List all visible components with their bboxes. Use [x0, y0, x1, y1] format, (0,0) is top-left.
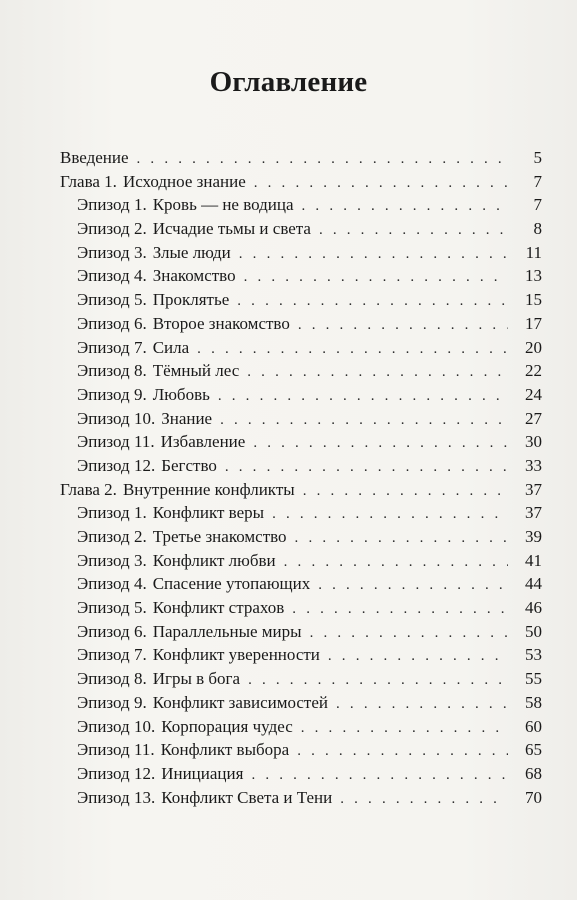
toc-entry-number: Эпизод 11. [77, 432, 155, 452]
dot-leader [137, 148, 508, 172]
dot-leader [218, 385, 508, 409]
toc-entry-number: Эпизод 1. [77, 195, 147, 215]
dot-leader [253, 432, 508, 456]
toc-entry-label [77, 525, 295, 549]
toc-entry-title: Конфликт зависимостей [152, 692, 329, 712]
dot-leader [254, 172, 508, 196]
toc-entry-page: 70 [525, 787, 542, 807]
toc-entry [60, 217, 542, 241]
toc-entry-page: 37 [525, 503, 542, 523]
toc-entry-number: Эпизод 2. [77, 527, 147, 546]
toc-entry-page: 8 [533, 219, 542, 239]
toc-entry-page: 30 [525, 432, 542, 452]
dot-leader [295, 527, 508, 551]
toc-entry-title: Сила [152, 337, 190, 357]
toc-entry-number: Глава 2. [60, 479, 117, 499]
toc-entry-title: Внутренние конфликты [122, 479, 295, 499]
toc-entry-label [77, 738, 297, 762]
toc-entry-title: Третье знакомство [152, 527, 287, 546]
toc-entry-page: 68 [525, 763, 542, 783]
toc-entry-page: 58 [525, 692, 542, 712]
toc-entry-page: 27 [525, 408, 542, 428]
toc-entry-number: Эпизод 9. [77, 692, 147, 712]
toc-entry-number: Эпизод 5. [77, 290, 147, 310]
toc-entry [60, 454, 542, 478]
toc-entry-page: 44 [525, 574, 542, 594]
dot-leader [301, 717, 508, 741]
toc-entry-label [60, 146, 137, 170]
toc-entry-page: 17 [525, 313, 542, 333]
toc-entry-label [77, 264, 244, 288]
dot-leader [340, 788, 508, 812]
dot-leader [239, 243, 508, 267]
page-title: Оглавление [209, 66, 368, 98]
toc-entry [60, 738, 542, 762]
toc-entry-label [77, 288, 237, 312]
toc-entry-title: Кровь — не водица [152, 195, 294, 215]
table-of-contents [60, 146, 542, 809]
dot-leader [247, 361, 508, 385]
toc-entry [60, 572, 542, 596]
toc-entry [60, 525, 542, 549]
toc-entry-number: Эпизод 3. [77, 550, 147, 570]
toc-entry-label [60, 478, 303, 502]
toc-entry-title: Конфликт любви [152, 550, 276, 570]
toc-entry-number: Глава 1. [60, 171, 117, 191]
toc-entry-title: Конфликт Света и Тени [161, 787, 333, 807]
toc-entry [60, 478, 542, 502]
toc-entry [60, 359, 542, 383]
dot-leader [251, 764, 508, 788]
toc-entry-label [60, 170, 254, 194]
dot-leader [284, 551, 508, 575]
toc-entry-page: 33 [525, 455, 542, 475]
toc-entry-number: Эпизод 11. [77, 740, 155, 760]
toc-entry [60, 549, 542, 573]
dot-leader [297, 740, 508, 764]
toc-entry-number: Эпизод 13. [77, 787, 156, 807]
toc-entry [60, 715, 542, 739]
toc-entry [60, 430, 542, 454]
toc-entry-label [77, 359, 247, 383]
toc-entry [60, 762, 542, 786]
toc-entry-title: Конфликт уверенности [152, 645, 320, 665]
toc-entry-page: 7 [533, 171, 542, 191]
toc-entry-title: Конфликт выбора [160, 740, 290, 760]
toc-entry-title: Исчадие тьмы и света [152, 219, 311, 239]
toc-entry-number: Эпизод 2. [77, 219, 147, 239]
toc-entry [60, 312, 542, 336]
toc-entry-label [77, 454, 225, 478]
dot-leader [302, 195, 508, 219]
toc-entry [60, 383, 542, 407]
toc-entry-page: 46 [525, 598, 542, 618]
toc-entry-label [77, 596, 292, 620]
dot-leader [197, 338, 508, 362]
toc-entry-title: Бегство [161, 455, 217, 475]
toc-entry-page: 60 [525, 716, 542, 736]
toc-entry-label [77, 241, 239, 265]
toc-entry-label [77, 762, 251, 786]
toc-entry-page: 7 [533, 195, 542, 215]
toc-entry-number: Эпизод 4. [77, 574, 147, 594]
toc-entry-number: Эпизод 8. [77, 361, 147, 381]
toc-entry-page: 24 [525, 384, 542, 404]
toc-entry [60, 596, 542, 620]
toc-entry-page: 22 [525, 361, 542, 381]
toc-entry-number: Эпизод 5. [77, 598, 147, 618]
dot-leader [292, 598, 508, 622]
toc-entry [60, 501, 542, 525]
dot-leader [225, 456, 508, 480]
toc-entry-number: Эпизод 10. [77, 716, 156, 736]
toc-entry-title: Игры в бога [152, 669, 241, 689]
dot-leader [303, 480, 508, 504]
toc-entry-page: 55 [525, 669, 542, 689]
toc-entry-title: Исходное знание [122, 171, 246, 191]
dot-leader [319, 219, 508, 243]
toc-entry-label [77, 312, 298, 336]
toc-entry [60, 336, 542, 360]
toc-entry-number: Эпизод 3. [77, 242, 147, 262]
toc-entry-title: Злые люди [152, 242, 231, 262]
toc-entry [60, 643, 542, 667]
toc-entry-number: Эпизод 4. [77, 266, 147, 286]
toc-entry-number: Эпизод 10. [77, 408, 156, 428]
toc-entry-label [77, 572, 318, 596]
toc-entry [60, 667, 542, 691]
toc-entry-page: 53 [525, 645, 542, 665]
dot-leader [248, 669, 508, 693]
toc-entry-label [77, 549, 284, 573]
toc-entry-page: 13 [525, 266, 542, 286]
toc-entry-title: Корпорация чудес [161, 716, 293, 736]
toc-entry-title: Инициация [161, 763, 244, 783]
toc-entry-number: Эпизод 9. [77, 384, 147, 404]
toc-entry-title: Тёмный лес [152, 361, 240, 381]
toc-entry-title: Второе знакомство [152, 313, 290, 333]
toc-entry [60, 146, 542, 170]
toc-entry [60, 620, 542, 644]
toc-entry [60, 288, 542, 312]
toc-entry-page: 65 [525, 740, 542, 760]
toc-entry-page: 50 [525, 621, 542, 641]
dot-leader [336, 693, 508, 717]
dot-leader [237, 290, 508, 314]
toc-entry-title: Конфликт веры [152, 503, 265, 523]
toc-entry [60, 264, 542, 288]
toc-entry [60, 786, 542, 810]
dot-leader [272, 503, 508, 527]
toc-entry-number: Эпизод 7. [77, 645, 147, 665]
toc-entry-title: Введение [60, 148, 129, 167]
toc-entry-label [77, 691, 336, 715]
toc-entry-label [77, 217, 319, 241]
toc-entry-title: Знакомство [152, 266, 236, 286]
toc-entry-number: Эпизод 1. [77, 503, 147, 523]
toc-entry-title: Параллельные миры [152, 621, 302, 641]
toc-entry-number: Эпизод 6. [77, 621, 147, 641]
toc-entry-title: Любовь [152, 384, 210, 404]
dot-leader [298, 314, 508, 338]
toc-entry-number: Эпизод 12. [77, 455, 156, 475]
toc-entry-page: 39 [525, 527, 542, 546]
toc-entry-page: 20 [525, 337, 542, 357]
dot-leader [310, 622, 508, 646]
toc-entry-label [77, 407, 220, 431]
toc-entry-label [77, 430, 253, 454]
dot-leader [328, 645, 508, 669]
toc-entry [60, 691, 542, 715]
toc-entry-number: Эпизод 7. [77, 337, 147, 357]
toc-entry-title: Спасение утопающих [152, 574, 311, 594]
toc-entry-title: Проклятье [152, 290, 230, 310]
dot-leader [244, 266, 508, 290]
toc-entry-title: Конфликт страхов [152, 598, 285, 618]
toc-entry-page: 41 [525, 550, 542, 570]
toc-entry-page: 5 [533, 148, 542, 167]
toc-entry [60, 407, 542, 431]
toc-entry-number: Эпизод 12. [77, 763, 156, 783]
toc-entry-title: Знание [161, 408, 213, 428]
toc-entry-label [77, 336, 197, 360]
toc-entry-label [77, 501, 272, 525]
toc-entry-label [77, 786, 340, 810]
toc-entry-label [77, 620, 310, 644]
toc-entry-label [77, 193, 302, 217]
toc-entry-number: Эпизод 8. [77, 669, 147, 689]
toc-entry [60, 193, 542, 217]
toc-entry-label [77, 643, 328, 667]
dot-leader [220, 409, 508, 433]
toc-entry [60, 170, 542, 194]
toc-entry-label [77, 715, 301, 739]
toc-entry-page: 37 [525, 479, 542, 499]
toc-entry-label [77, 667, 248, 691]
toc-entry-page: 11 [525, 242, 542, 262]
toc-entry [60, 241, 542, 265]
toc-entry-label [77, 383, 218, 407]
dot-leader [318, 574, 508, 598]
toc-entry-number: Эпизод 6. [77, 313, 147, 333]
toc-entry-title: Избавление [160, 432, 246, 452]
toc-entry-page: 15 [525, 290, 542, 310]
